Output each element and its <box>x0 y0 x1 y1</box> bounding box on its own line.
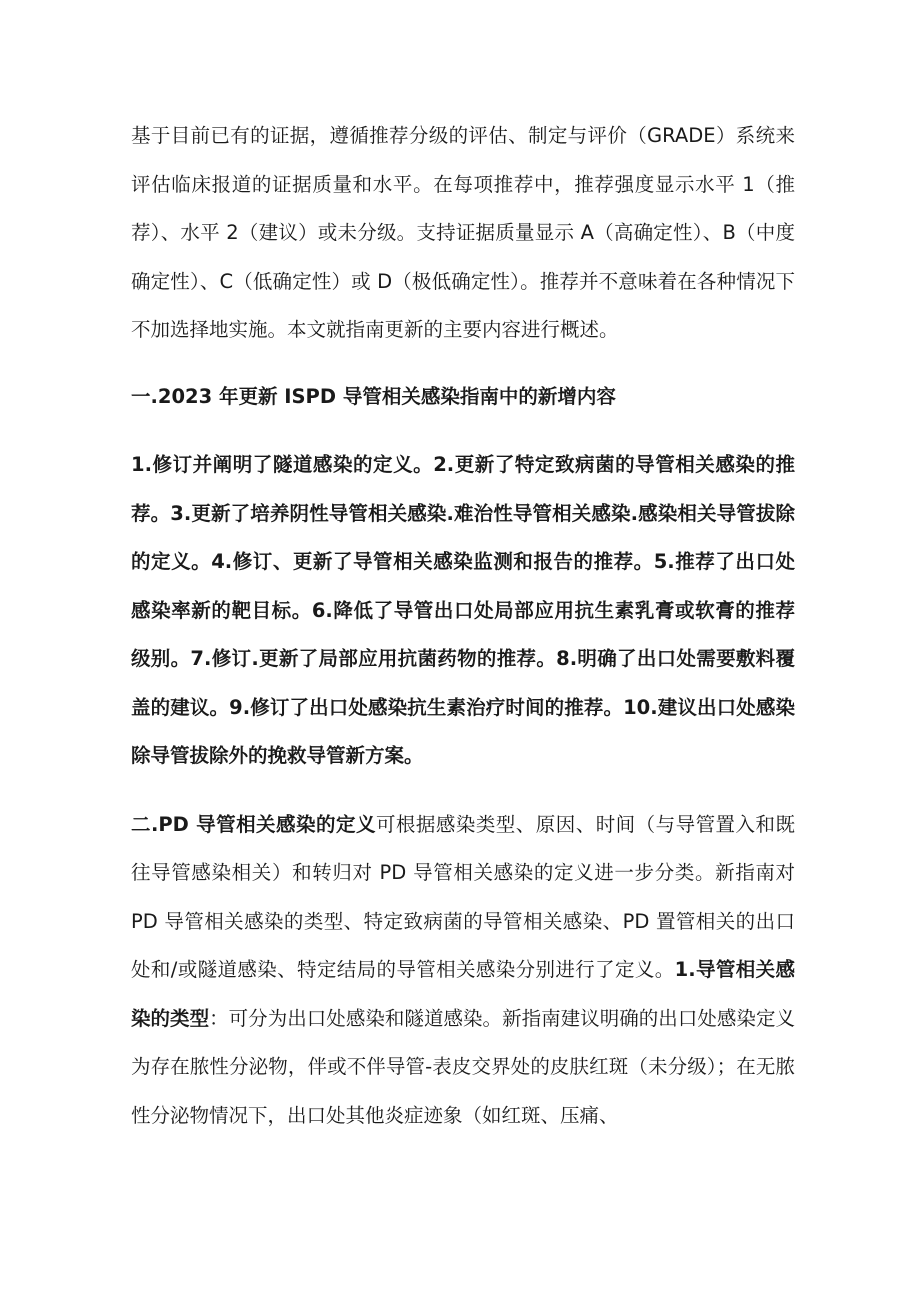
definition-text-a: 可根据感染类型、原因、时间（与导管置入和既往导管感染相关）和转归对 PD 导管相关感染的定义进一步分类。新指南对 PD 导管相关感染的类型、特定致病菌的导管相关感染、PD 置管相关的出口处和/或隧道感染、特定结局的导管相关感染分别进行了定义。 <box>131 812 795 981</box>
section-heading-new-content: 一.2023 年更新 ISPD 导管相关感染指南中的新增内容 <box>131 384 616 408</box>
intro-paragraph: 基于目前已有的证据，遵循推荐分级的评估、制定与评价（GRADE）系统来评估临床报道的证据质量和水平。在每项推荐中，推荐强度显示水平 1（推荐）、水平 2（建议）或未分级。支持证据质量显示 A（高确定性）、B（中度确定性）、C（低确定性）或 D（极低确定性）。推荐并不意味着在各种情况下不加选择地实施。本文就指南更新的主要内容进行概述。 <box>131 124 795 341</box>
infection-types-subheading: 1.导管相关感染的类型 <box>131 958 795 1030</box>
definition-paragraph <box>131 801 795 1141</box>
definition-text-b: ：可分为出口处感染和隧道感染。新指南建议明确的出口处感染定义为存在脓性分泌物，伴或不伴导管-表皮交界处的皮肤红斑（未分级）；在无脓性分泌物情况下，出口处其他炎症迹象（如红斑、压痛、 <box>131 1006 795 1127</box>
document-page <box>131 112 795 1140</box>
new-content-list-paragraph: 1.修订并阐明了隧道感染的定义。2.更新了特定致病菌的导管相关感染的推荐。3.更新了培养阴性导管相关感染.难治性导管相关感染.感染相关导管拔除的定义。4.修订、更新了导管相关感染监测和报告的推荐。5.推荐了出口处感染率新的靶目标。6.降低了导管出口处局部应用抗生素乳膏或软膏的推荐级别。7.修订.更新了局部应用抗菌药物的推荐。8.明确了出口处需要敷料覆盖的建议。9.修订了出口处感染抗生素治疗时间的推荐。10.建议出口处感染除导管拔除外的挽救导管新方案。 <box>131 453 795 767</box>
definition-heading: 二.PD 导管相关感染的定义 <box>131 812 376 836</box>
